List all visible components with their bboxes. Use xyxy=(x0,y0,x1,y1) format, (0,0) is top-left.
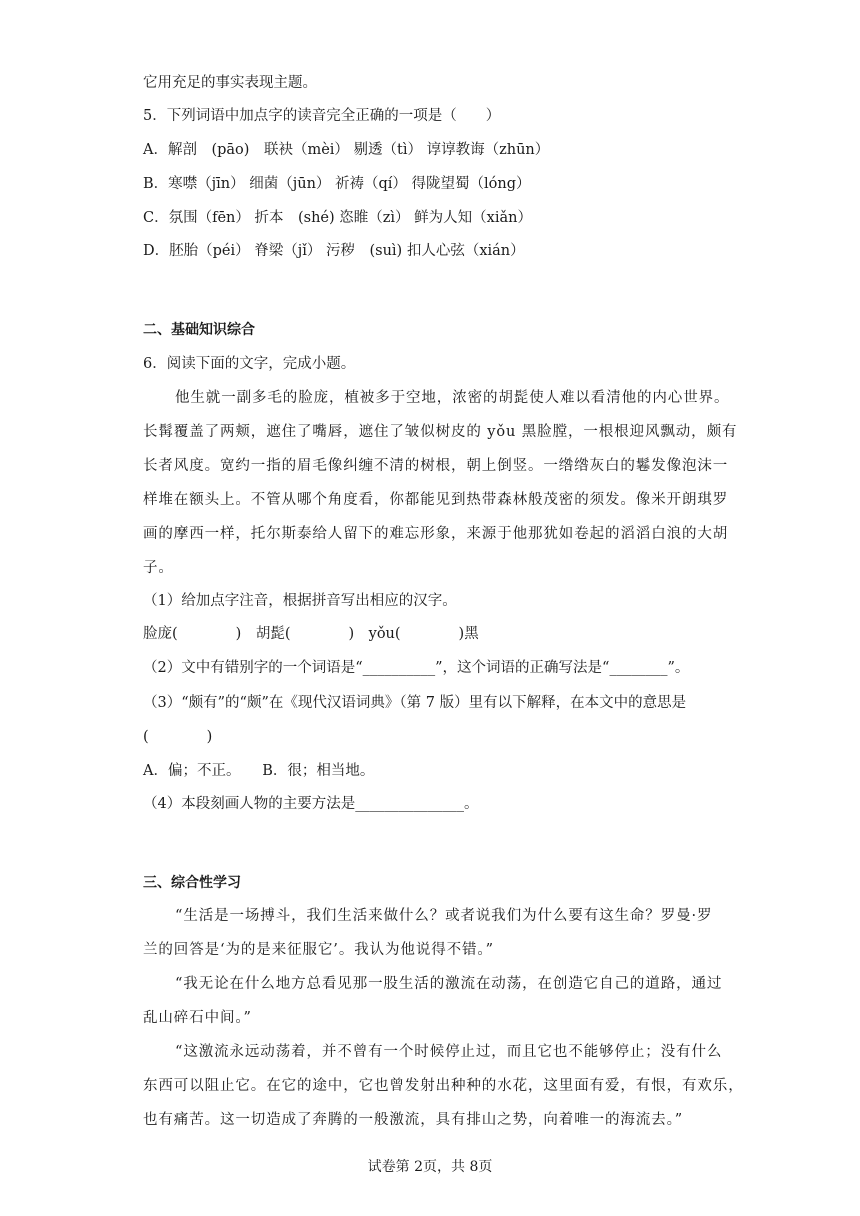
passage-line: 东西可以阻止它。在它的途中，它也曾发射出种种的水花，这里面有爱，有恨，有欢乐， xyxy=(143,1078,744,1094)
passage-line: 子。 xyxy=(143,560,174,576)
section-heading-2: 二、基础知识综合 xyxy=(143,322,255,338)
passage-line: “这激流永远动荡着，并不曾有一个时候停止过，而且它也不能够停止；没有什么 xyxy=(175,1044,723,1060)
page-footer: 试卷第 2页，共 8页 xyxy=(367,1159,493,1175)
answer-parens: ( ) xyxy=(143,729,213,745)
option-d: D．胚胎（péi） 脊梁（jǐ） 污秽 (suì) 扣人心弦（xián） xyxy=(143,243,525,259)
passage-line: “生活是一场搏斗，我们生活来做什么？或者说我们为什么要有这生命？罗曼·罗 xyxy=(175,908,713,924)
passage-line: 乱山碎石中间。” xyxy=(143,1010,252,1026)
passage-line: 他生就一副多毛的脸庞，植被多于空地，浓密的胡髭使人难以看清他的内心世界。 xyxy=(175,390,730,406)
option-c: C．氛围（fēn） 折本 (shé) 恣睢（zì） 鲜为人知（xiǎn） xyxy=(143,210,532,226)
passage-line: 长者风度。宽约一指的眉毛像纠缠不清的树根，朝上倒竖。一绺绺灰白的鬈发像泡沫一 xyxy=(143,458,729,474)
option-a: A．解剖 (pāo) 联袂（mèi） 剔透（tì） 谆谆教诲（zhūn） xyxy=(143,142,550,158)
passage-line: 样堆在额头上。不管从哪个角度看，你都能见到热带森林般茂密的须发。像米开朗琪罗 xyxy=(143,492,729,508)
passage-line: 画的摩西一样，托尔斯泰给人留下的难忘形象，来源于他那犹如卷起的滔滔白浪的大胡 xyxy=(143,526,729,542)
question-6: 6．阅读下面的文字，完成小题。 xyxy=(143,356,356,372)
passage-line: 长髯覆盖了两颊，遮住了嘴唇，遮住了皱似树皮的 yǒu 黑脸膛，一根根迎风飘动，颇有 xyxy=(143,424,738,440)
subquestion-2: （2）文中有错别字的一个词语是“__________”，这个词语的正确写法是“________”。 xyxy=(143,660,690,676)
text-line: 它用充足的事实表现主题。 xyxy=(143,75,317,91)
subquestion-3-options: A．偏；不正。 B．很；相当地。 xyxy=(143,763,375,779)
passage-line: 兰的回答是‘为的是来征服它’。我认为他说得不错。” xyxy=(143,942,494,958)
subquestion-3: （3）“颇有”的“颇”在《现代汉语词典》（第 7 版）里有以下解释，在本文中的意思是 xyxy=(143,695,687,711)
passage-line: “我无论在什么地方总看见那一股生活的激流在动荡，在创造它自己的道路，通过 xyxy=(175,976,723,992)
subquestion-1: （1）给加点字注音，根据拼音写出相应的汉字。 xyxy=(143,593,457,609)
passage-line: 也有痛苦。这一切造成了奔腾的一般激流，具有排山之势，向着唯一的海流去。” xyxy=(143,1112,684,1128)
section-heading-3: 三、综合性学习 xyxy=(143,875,241,891)
question-5: 5．下列词语中加点字的读音完全正确的一项是（ ） xyxy=(143,108,501,124)
subquestion-1-blanks: 脸庞( ) 胡髭( ) yǒu( )黑 xyxy=(143,626,479,642)
option-b: B．寒噤（jīn） 细菌（jūn） 祈祷（qí） 得陇望蜀（lóng） xyxy=(143,176,531,192)
subquestion-4: （4）本段刻画人物的主要方法是_______________。 xyxy=(143,796,479,812)
